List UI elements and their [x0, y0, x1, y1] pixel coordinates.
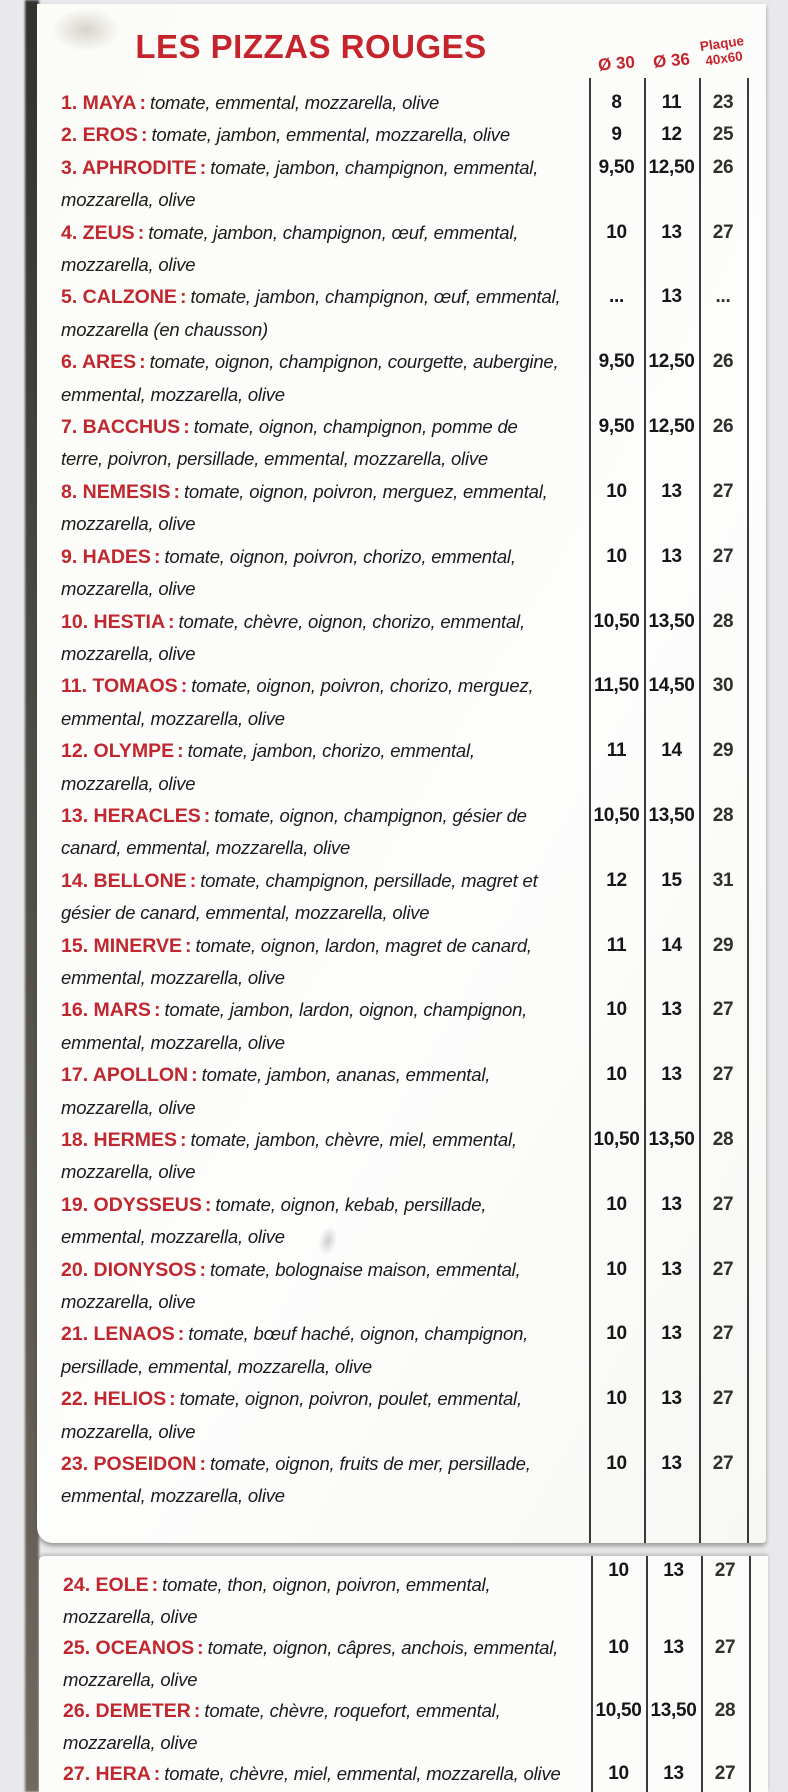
menu-item-ingredients: tomate, jambon, ananas, emmental, mozzarella, olive [61, 1064, 491, 1118]
menu-item-colon: : [193, 1700, 201, 1722]
menu-item-text [61, 411, 561, 476]
column-header-plaque-line1: Plaque [698, 33, 745, 55]
price-plaque-40x60: 27 [714, 1763, 736, 1784]
menu-item-name: 8. NEMESIS [61, 480, 171, 503]
price-diameter-30: 10 [606, 1193, 627, 1215]
price-diameter-30: 10 [608, 1637, 629, 1658]
menu-item-name: 19. ODYSSEUS [61, 1193, 202, 1216]
menu-item-name: 23. POSEIDON [61, 1453, 197, 1476]
price-plaque-40x60: 30 [712, 675, 734, 697]
price-diameter-36: 12 [661, 124, 682, 146]
menu-item-name: 24. EOLE [63, 1574, 149, 1596]
menu-item-text [61, 930, 561, 995]
menu-item [63, 1560, 768, 1632]
menu-item-ingredients: tomate, oignon, kebab, persillade, emmental, mozzarella, olive [61, 1193, 487, 1248]
menu-item [61, 1124, 766, 1189]
menu-item [61, 152, 766, 217]
menu-item [61, 1383, 766, 1448]
price-plaque-40x60: 27 [714, 1637, 736, 1658]
menu-item-name: 25. OCEANOS [63, 1637, 195, 1659]
price-diameter-36: 13 [661, 1193, 682, 1215]
menu-item-colon: : [153, 545, 161, 568]
price-diameter-36: 14,50 [648, 675, 695, 697]
menu-item [61, 476, 766, 541]
menu-item-ingredients: tomate, oignon, poivron, chorizo, merguez, emmental, mozzarella, olive [61, 675, 534, 729]
price-plaque-40x60: 25 [712, 124, 734, 146]
price-diameter-36: 14 [661, 740, 682, 762]
menu-item [61, 541, 766, 606]
price-diameter-30: 10 [606, 1323, 627, 1345]
menu-item-text [61, 1124, 561, 1189]
menu-item-text [61, 476, 561, 541]
menu-item [61, 606, 766, 671]
menu-item-text [61, 541, 561, 606]
menu-item-colon: : [197, 1637, 204, 1659]
menu-item-text [61, 1448, 561, 1513]
price-diameter-36: 13 [663, 1560, 684, 1581]
price-diameter-30: 9,50 [598, 351, 635, 373]
menu-item-ingredients: tomate, champignon, persillade, magret et gésier de canard, emmental, mozzarella, olive [61, 869, 538, 924]
menu-item-name: 27. HERA [63, 1763, 151, 1785]
menu-item-ingredients: tomate, chèvre, roquefort, emmental, mozzarella, olive [63, 1700, 501, 1753]
menu-item-text [63, 1569, 568, 1632]
price-diameter-30: 10 [606, 999, 627, 1021]
price-diameter-36: 11 [661, 92, 682, 113]
menu-item [61, 800, 766, 865]
menu-item-name: 12. OLYMPE [61, 740, 175, 763]
menu-item-text [61, 281, 561, 346]
menu-item-ingredients: tomate, chèvre, oignon, chorizo, emmental, mozzarella, olive [61, 610, 525, 664]
price-diameter-36: 13,50 [648, 1129, 695, 1150]
price-diameter-36: 13 [661, 1323, 682, 1345]
price-diameter-36: 13 [661, 480, 682, 502]
price-diameter-36: 13 [661, 1258, 682, 1280]
price-diameter-36: 12,50 [648, 416, 695, 438]
menu-item-ingredients: tomate, emmental, mozzarella, olive [150, 92, 440, 113]
menu-item-ingredients: tomate, jambon, chorizo, emmental, mozzarella, olive [61, 740, 475, 794]
menu-item-text [61, 1254, 561, 1319]
menu-item-colon: : [177, 1323, 185, 1346]
menu-item [61, 87, 766, 119]
price-plaque-40x60: ... [715, 286, 731, 308]
price-diameter-36: 13 [663, 1637, 684, 1658]
price-diameter-30: 10 [606, 1388, 627, 1410]
menu-item-text [61, 865, 561, 930]
menu-item-colon: : [179, 1129, 187, 1151]
price-diameter-30: 10 [608, 1763, 629, 1784]
menu-item-colon: : [140, 124, 148, 147]
menu-item [61, 994, 766, 1059]
price-plaque-40x60: 29 [712, 934, 734, 956]
menu-item-name: 17. APOLLON [61, 1064, 189, 1087]
menu-item-colon: : [177, 740, 184, 763]
price-diameter-30: 10 [606, 480, 627, 502]
price-diameter-36: 15 [661, 869, 682, 891]
menu-item [61, 411, 766, 476]
price-diameter-30: 10 [606, 1064, 627, 1086]
menu-item-name: 20. DIONYSOS [61, 1258, 197, 1281]
menu-item-colon: : [137, 221, 145, 244]
menu-item-text [63, 1632, 568, 1695]
price-plaque-40x60: 27 [712, 1193, 734, 1215]
menu-item-ingredients: tomate, bolognaise maison, emmental, mozzarella, olive [61, 1258, 521, 1313]
price-diameter-30: 11 [606, 740, 627, 762]
price-plaque-40x60: 28 [712, 804, 734, 826]
price-diameter-36: 13,50 [648, 804, 695, 826]
price-plaque-40x60: 26 [712, 156, 734, 178]
menu-item-name: 9. HADES [61, 545, 151, 568]
menu-items-list-2 [39, 1556, 768, 1790]
menu-item-text [63, 1695, 568, 1758]
menu-item-name: 7. BACCHUS [61, 416, 181, 439]
menu-item-text [61, 800, 561, 865]
menu-item [61, 281, 766, 346]
price-diameter-36: 12,50 [648, 351, 695, 373]
price-diameter-36: 13 [661, 221, 682, 243]
menu-item [61, 119, 766, 151]
price-diameter-30: 10,50 [595, 1700, 642, 1721]
price-plaque-40x60: 27 [712, 1064, 734, 1086]
menu-item-text [61, 1059, 561, 1124]
menu-item-text [61, 1318, 561, 1383]
menu-item-name: 4. ZEUS [61, 221, 135, 244]
menu-item-text [61, 87, 561, 119]
price-diameter-30: 11,50 [594, 675, 639, 697]
menu-item [63, 1758, 768, 1790]
menu-item-ingredients: tomate, oignon, champignon, pomme de terre, poivron, persillade, emmental, mozzarella, olive [61, 416, 518, 470]
price-plaque-40x60: 28 [712, 1129, 734, 1150]
price-plaque-40x60: 27 [712, 545, 734, 567]
menu-item-ingredients: tomate, bœuf haché, oignon, champignon, persillade, emmental, mozzarella, olive [61, 1323, 529, 1377]
price-diameter-36: 13 [661, 1453, 682, 1475]
price-plaque-40x60: 31 [712, 869, 734, 891]
price-diameter-30: ... [609, 286, 624, 308]
menu-item-ingredients: tomate, oignon, fruits de mer, persillade, emmental, mozzarella, olive [61, 1453, 531, 1507]
menu-item-name: 16. MARS [61, 999, 151, 1022]
menu-item [61, 1448, 766, 1513]
menu-item-colon: : [139, 351, 146, 374]
menu-item [61, 930, 766, 995]
price-plaque-40x60: 28 [712, 610, 734, 632]
price-diameter-36: 13,50 [648, 610, 695, 632]
menu-item-colon: : [173, 480, 180, 503]
menu-items-list-1 [37, 4, 766, 1513]
menu-item-name: 15. MINERVE [61, 934, 183, 957]
menu-sheet-1 [37, 4, 766, 1543]
menu-item-name: 14. BELLONE [61, 869, 187, 892]
price-diameter-36: 13 [661, 999, 682, 1021]
price-diameter-30: 9 [611, 124, 622, 146]
price-plaque-40x60: 23 [712, 92, 734, 113]
menu-item-colon: : [191, 1064, 198, 1087]
menu-item-colon: : [168, 610, 175, 633]
price-plaque-40x60: 29 [712, 740, 734, 762]
price-plaque-40x60: 28 [714, 1700, 736, 1721]
menu-item-colon: : [199, 1258, 206, 1281]
menu-item-text [61, 670, 561, 735]
price-plaque-40x60: 27 [712, 480, 734, 502]
price-diameter-36: 13 [661, 1064, 682, 1086]
menu-item [61, 1189, 766, 1254]
price-diameter-30: 9,50 [598, 416, 635, 438]
menu-item-colon: : [183, 416, 190, 439]
price-plaque-40x60: 27 [712, 1453, 734, 1475]
price-diameter-36: 13,50 [650, 1700, 697, 1721]
price-diameter-30: 10 [606, 545, 627, 567]
price-plaque-40x60: 27 [712, 999, 734, 1021]
menu-item-colon: : [199, 1453, 206, 1476]
column-header-diameter-36: Ø 36 [652, 49, 691, 72]
menu-item-ingredients: tomate, oignon, poivron, chorizo, emmental, mozzarella, olive [61, 545, 516, 600]
menu-item-name: 3. APHRODITE [61, 156, 197, 179]
price-diameter-30: 10,50 [593, 1129, 640, 1150]
column-header-diameter-30: Ø 30 [597, 52, 636, 75]
menu-item-colon: : [179, 286, 187, 309]
price-diameter-30: 12 [606, 869, 627, 891]
menu-item-ingredients: tomate, thon, oignon, poivron, emmental, mozzarella, olive [63, 1574, 491, 1627]
price-diameter-30: 8 [611, 92, 622, 113]
price-diameter-36: 12,50 [648, 156, 695, 178]
menu-item-name: 13. HERACLES [61, 804, 201, 827]
menu-item-ingredients: tomate, oignon, champignon, gésier de canard, emmental, mozzarella, olive [61, 804, 527, 859]
menu-item-colon: : [169, 1388, 176, 1411]
menu-item-ingredients: tomate, oignon, champignon, courgette, aubergine, emmental, mozzarella, olive [61, 351, 559, 405]
menu-item-name: 10. HESTIA [61, 610, 166, 633]
menu-item-text [61, 1383, 561, 1448]
menu-item-colon: : [203, 804, 211, 827]
price-diameter-30: 9,50 [598, 156, 635, 178]
menu-item-ingredients: tomate, oignon, poivron, merguez, emmental, mozzarella, olive [61, 480, 548, 535]
price-plaque-40x60: 27 [712, 1258, 734, 1280]
price-plaque-40x60: 26 [712, 351, 734, 373]
menu-item [61, 1059, 766, 1124]
menu-item-ingredients: tomate, oignon, lardon, magret de canard, emmental, mozzarella, olive [61, 934, 532, 988]
price-diameter-36: 13 [661, 1388, 682, 1410]
menu-item-name: 2. EROS [61, 124, 138, 147]
menu-item-name: 18. HERMES [61, 1129, 177, 1151]
menu-item [61, 1318, 766, 1383]
price-diameter-36: 13 [661, 286, 682, 308]
menu-item-name: 22. HELIOS [61, 1388, 167, 1411]
menu-item-ingredients: tomate, jambon, champignon, œuf, emmental, mozzarella, olive [61, 221, 519, 276]
menu-item-ingredients: tomate, jambon, champignon, emmental, mozzarella, olive [61, 156, 539, 211]
menu-item-text [61, 217, 561, 282]
column-header-plaque-line2: 40x60 [704, 48, 744, 69]
menu-item-ingredients: tomate, oignon, câpres, anchois, emmental, mozzarella, olive [63, 1637, 559, 1690]
menu-item-colon: : [189, 869, 197, 892]
menu-item-name: 26. DEMETER [63, 1700, 191, 1722]
menu-item-colon: : [180, 675, 188, 698]
menu-item-ingredients: tomate, jambon, champignon, œuf, emmental, mozzarella (en chausson) [61, 286, 561, 340]
price-diameter-30: 11 [606, 934, 627, 956]
menu-item-text [61, 346, 561, 411]
price-diameter-36: 14 [661, 934, 682, 956]
price-diameter-36: 13 [663, 1763, 684, 1784]
price-plaque-40x60: 27 [712, 221, 734, 243]
menu-item-text [61, 606, 561, 671]
menu-item-name: 1. MAYA [61, 92, 137, 114]
menu-item-colon: : [185, 934, 192, 957]
menu-item [61, 670, 766, 735]
menu-item-ingredients: tomate, chèvre, miel, emmental, mozzarella, olive [164, 1763, 561, 1784]
menu-item-text [63, 1758, 568, 1790]
menu-item-text [61, 1189, 561, 1254]
price-plaque-40x60: 26 [712, 416, 734, 438]
menu-item-ingredients: tomate, oignon, poivron, poulet, emmental, mozzarella, olive [61, 1388, 522, 1442]
price-plaque-40x60: 27 [714, 1560, 736, 1581]
menu-item [61, 735, 766, 800]
price-diameter-36: 13 [661, 545, 682, 567]
menu-item-name: 11. TOMAOS [61, 675, 178, 698]
menu-item [63, 1632, 768, 1695]
menu-item-name: 6. ARES [61, 351, 137, 374]
menu-item-colon: : [151, 1574, 159, 1596]
menu-item-colon: : [153, 999, 161, 1022]
menu-item-text [61, 152, 561, 217]
menu-item-name: 5. CALZONE [61, 286, 177, 309]
menu-item [61, 865, 766, 930]
price-diameter-30: 10,50 [593, 804, 640, 826]
price-diameter-30: 10 [606, 1258, 627, 1280]
menu-item-text [61, 735, 561, 800]
menu-item [61, 346, 766, 411]
price-plaque-40x60: 27 [712, 1388, 734, 1410]
price-diameter-30: 10 [608, 1560, 629, 1581]
menu-item-ingredients: tomate, jambon, emmental, mozzarella, olive [151, 124, 510, 146]
menu-item [61, 1254, 766, 1319]
menu-item [61, 217, 766, 282]
menu-item-name: 21. LENAOS [61, 1323, 175, 1346]
menu-item-colon: : [199, 156, 207, 179]
menu-item-colon: : [153, 1763, 161, 1785]
menu-item-ingredients: tomate, jambon, chèvre, miel, emmental, mozzarella, olive [61, 1129, 517, 1183]
price-diameter-30: 10 [606, 221, 627, 243]
page-title: LES PIZZAS ROUGES [135, 28, 487, 65]
menu-item-ingredients: tomate, jambon, lardon, oignon, champignon, emmental, mozzarella, olive [61, 999, 528, 1053]
menu-item [63, 1695, 768, 1758]
price-diameter-30: 10,50 [593, 610, 640, 632]
menu-item-text [61, 994, 561, 1059]
price-diameter-30: 10 [606, 1453, 627, 1475]
menu-sheet-2 [39, 1556, 768, 1792]
menu-item-colon: : [139, 92, 147, 114]
price-plaque-40x60: 27 [712, 1323, 734, 1345]
menu-item-colon: : [204, 1193, 212, 1216]
menu-item-text [61, 119, 561, 151]
